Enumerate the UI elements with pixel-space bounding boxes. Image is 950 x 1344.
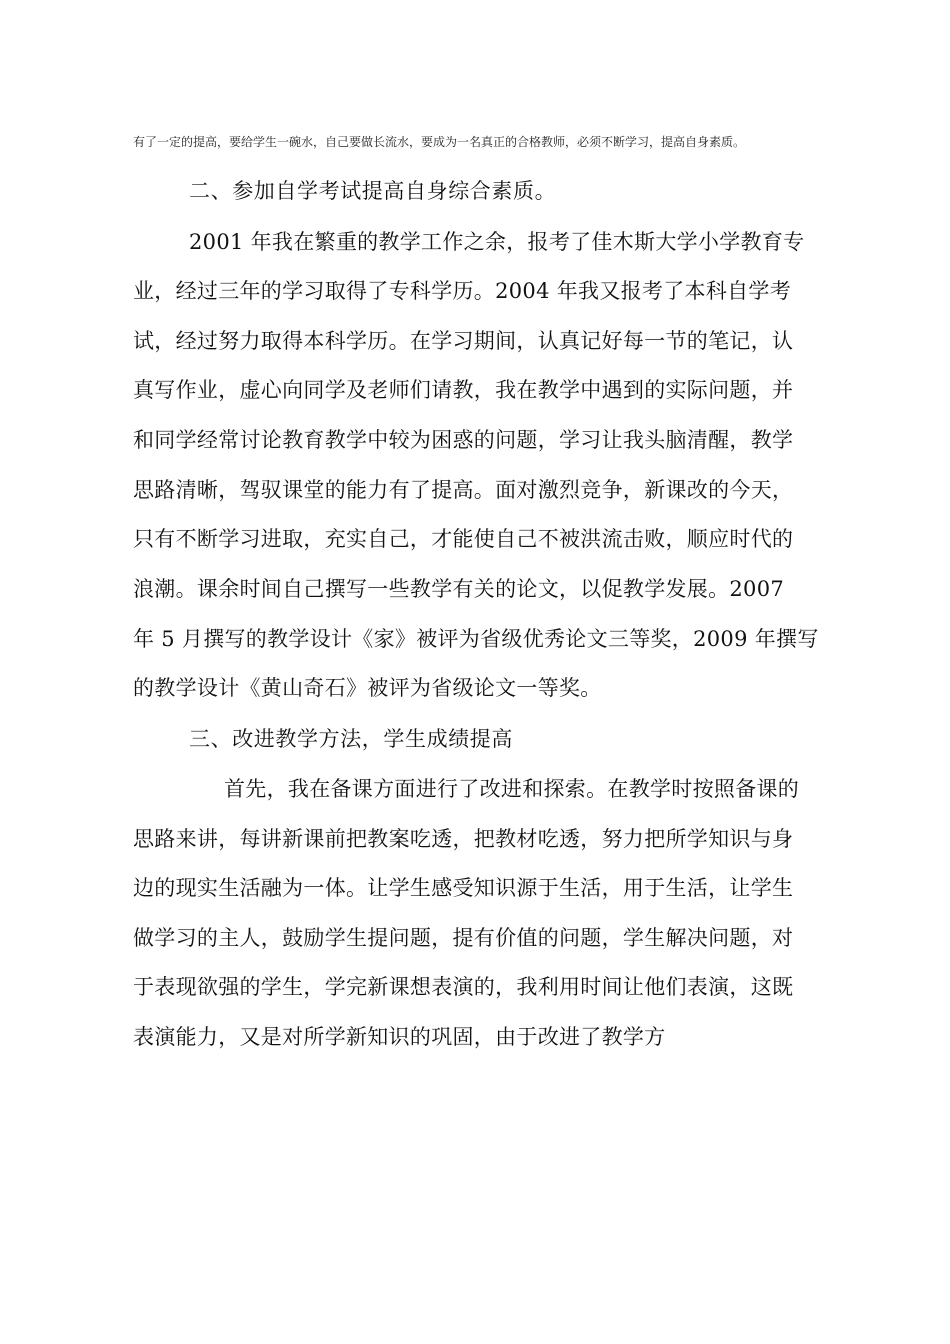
top-text-line: 有了一定的提高，要给学生一碗水，自己要做长流水，要成为一名真正的合格教师，必须不断学习，提高自身素质。 [133, 135, 746, 149]
paragraph-line: 于表现欲强的学生，学完新课想表演的，我利用时间让他们表演，这既 [133, 975, 794, 999]
paragraph-line: 2001 年我在繁重的教学工作之余，报考了佳木斯大学小学教育专 [189, 230, 805, 254]
section-2-heading: 二、参加自学考试提高自身综合素质。 [189, 179, 557, 203]
paragraph-line: 真写作业，虚心向同学及老师们请教，我在教学中遇到的实际问题，并 [133, 378, 794, 402]
paragraph-line: 浪潮。课余时间自己撰写一些教学有关的论文，以促教学发展。2007 [133, 577, 785, 601]
section-3-heading: 三、改进教学方法，学生成绩提高 [189, 727, 513, 751]
paragraph-line: 首先，我在备课方面进行了改进和探索。在教学时按照备课的 [224, 777, 800, 801]
paragraph-line: 试，经过努力取得本科学历。在学习期间，认真记好每一节的笔记，认 [133, 329, 794, 353]
paragraph-line: 业，经过三年的学习取得了专科学历。2004 年我又报考了本科自学考 [133, 279, 792, 303]
paragraph-line: 和同学经常讨论教育教学中较为困惑的问题，学习让我头脑清醒，教学 [133, 428, 794, 452]
paragraph-line: 思路来讲，每讲新课前把教案吃透，把教材吃透，努力把所学知识与身 [133, 827, 794, 851]
paragraph-line: 年 5 月撰写的教学设计《家》被评为省级优秀论文三等奖，2009 年撰写 [133, 627, 819, 651]
paragraph-line: 的教学设计《黄山奇石》被评为省级论文一等奖。 [133, 676, 602, 700]
paragraph-line: 做学习的主人，鼓励学生提问题，提有价值的问题，学生解决问题，对 [133, 926, 794, 950]
paragraph-line: 思路清晰，驾驭课堂的能力有了提高。面对激烈竞争，新课改的今天， [133, 478, 794, 502]
paragraph-line: 只有不断学习进取，充实自己，才能使自己不被洪流击败，顺应时代的 [133, 527, 794, 551]
paragraph-line: 表演能力，又是对所学新知识的巩固，由于改进了教学方 [133, 1025, 666, 1049]
paragraph-line: 边的现实生活融为一体。让学生感受知识源于生活，用于生活，让学生 [133, 876, 794, 900]
